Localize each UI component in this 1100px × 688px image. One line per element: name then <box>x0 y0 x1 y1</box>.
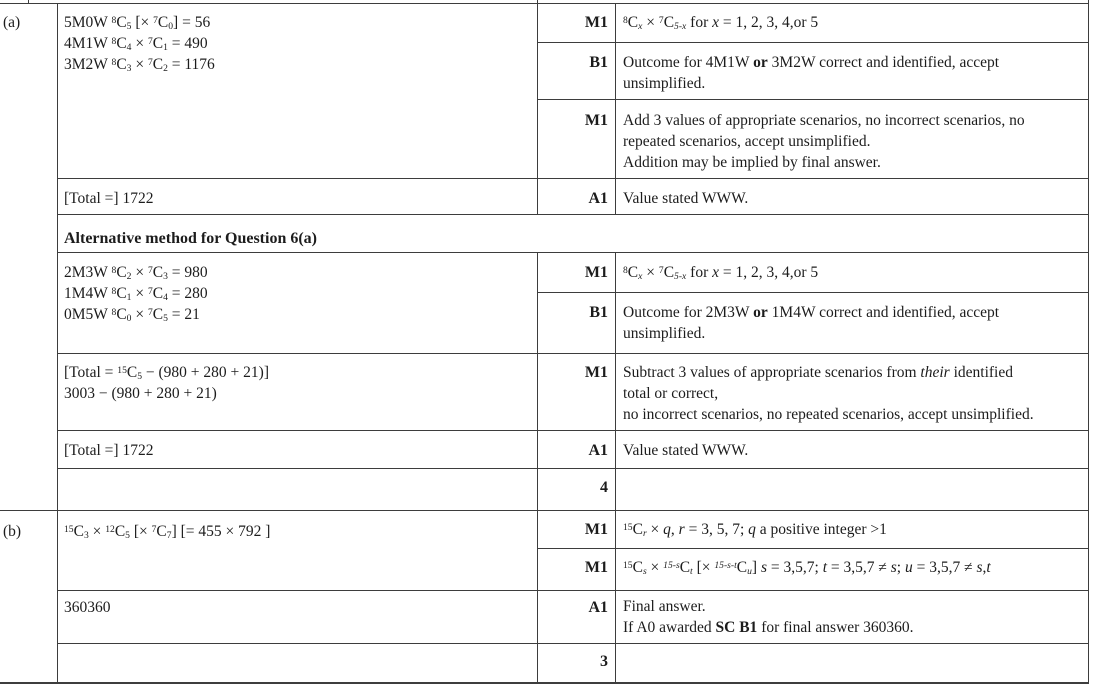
part-a-working-line-1: 5M0W $^8C_5$ [× $^7C_0] = 56$ <box>64 14 211 33</box>
grid-line <box>57 430 1089 431</box>
mark-code-b1: B1 <box>589 304 608 321</box>
guidance-text: Final answer. If A0 awarded SC B1 for final answer 360360. <box>623 598 914 636</box>
grid-line <box>57 3 58 683</box>
mark-code-m1: M1 <box>584 112 608 129</box>
mark-code-a1: A1 <box>588 599 608 616</box>
part-a-alt-working-line-1: 2M3W $^8C_2 \times ^7C_3 = 980$ <box>64 264 208 283</box>
part-b-marks-total: 3 <box>600 653 608 670</box>
guidance-text: $^8C_x \times ^7C_{5-x}$ for x = 1, 2, 3, 4,or 5 <box>623 14 819 33</box>
total-working: [Total =] 1722 <box>64 442 154 459</box>
grid-line <box>57 643 1089 644</box>
final-answer-value: 360360 <box>64 599 111 616</box>
grid-line <box>537 0 538 215</box>
mark-code-b1: B1 <box>589 54 608 71</box>
guidance-text: Value stated WWW. <box>623 190 749 207</box>
grid-line <box>537 42 1089 43</box>
mark-code-a1: A1 <box>588 442 608 459</box>
mark-code-m1: M1 <box>584 264 608 281</box>
table-right-border <box>1088 0 1089 683</box>
part-a-marks-total: 4 <box>600 479 608 496</box>
grid-line <box>615 3 616 214</box>
guidance-text: Subtract 3 values of appropriate scenarios from their identified total or correct, no incorrect scenarios, no repeated scenarios, accept unsimplified. <box>623 364 1034 423</box>
part-a-label: (a) <box>3 14 21 31</box>
part-b-label: (b) <box>3 523 22 540</box>
mark-code-m1: M1 <box>584 364 608 381</box>
guidance-text: Outcome for 4M1W or 3M2W correct and identified, accept unsimplified. <box>623 54 1000 92</box>
grid-line <box>0 510 1089 511</box>
grid-line <box>57 590 1089 591</box>
guidance-text: $^8C_x \times ^7C_{5-x}$ for x = 1, 2, 3, 4,or 5 <box>623 264 819 283</box>
grid-line <box>537 548 1089 549</box>
grid-line <box>57 178 1089 179</box>
part-a-working-line-2: 4M1W $^8C_4 \times ^7C_1 = 490$ <box>64 35 208 54</box>
grid-line <box>57 214 1089 215</box>
mark-code-m1: M1 <box>584 14 608 31</box>
grid-line <box>537 292 1089 293</box>
table-bottom-border <box>0 682 1089 684</box>
guidance-text: Outcome for 2M3W or 1M4W correct and identified, accept unsimplified. <box>623 304 1000 342</box>
grid-line <box>537 252 538 683</box>
guidance-text: $^{15}C_r \times q$, r = 3, 5, 7; q a positive integer >1 <box>623 521 887 540</box>
guidance-text: Value stated WWW. <box>623 442 749 459</box>
guidance-text: Add 3 values of appropriate scenarios, no incorrect scenarios, no repeated scenarios, accept unsimplified. Addition may be implied by final answer. <box>623 112 1025 171</box>
mark-code-a1: A1 <box>588 190 608 207</box>
part-a-alt-working-line-3: 0M5W $^8C_0 \times ^7C_5 = 21$ <box>64 306 200 325</box>
grid-line <box>57 353 1089 354</box>
grid-line <box>57 468 1089 469</box>
grid-line <box>0 3 1089 4</box>
grid-line <box>615 252 616 683</box>
mark-code-m1: M1 <box>584 521 608 538</box>
total-working: [Total =] 1722 <box>64 190 154 207</box>
part-a-working-line-3: 3M2W $^8C_3 \times ^7C_2 = 1176$ <box>64 56 215 75</box>
part-b-working: $^{15}C_3 \times ^{12}C_5$ [× $^7C_7$] [= 455 × 792 ] <box>64 523 271 542</box>
grid-line <box>28 0 29 3</box>
total-calc-line-2: 3003 − (980 + 280 + 21) <box>64 385 217 402</box>
guidance-text: $^{15}C_s \times ^{15-s}C_t$ [× $^{15-s-t}C_u$] s = 3,5,7; t = 3,5,7 ≠ s; u = 3,5,7 ≠ s,t <box>623 559 991 578</box>
total-calc-line-1: [Total = $^{15}C_5 - (980 + 280 + 21)$] <box>64 364 269 383</box>
grid-line <box>57 252 1089 253</box>
part-a-alt-working-line-2: 1M4W $^8C_1 \times ^7C_4 = 280$ <box>64 285 208 304</box>
mark-code-m1: M1 <box>584 559 608 576</box>
grid-line <box>537 99 1089 100</box>
alternative-method-header: Alternative method for Question 6(a) <box>64 230 317 247</box>
